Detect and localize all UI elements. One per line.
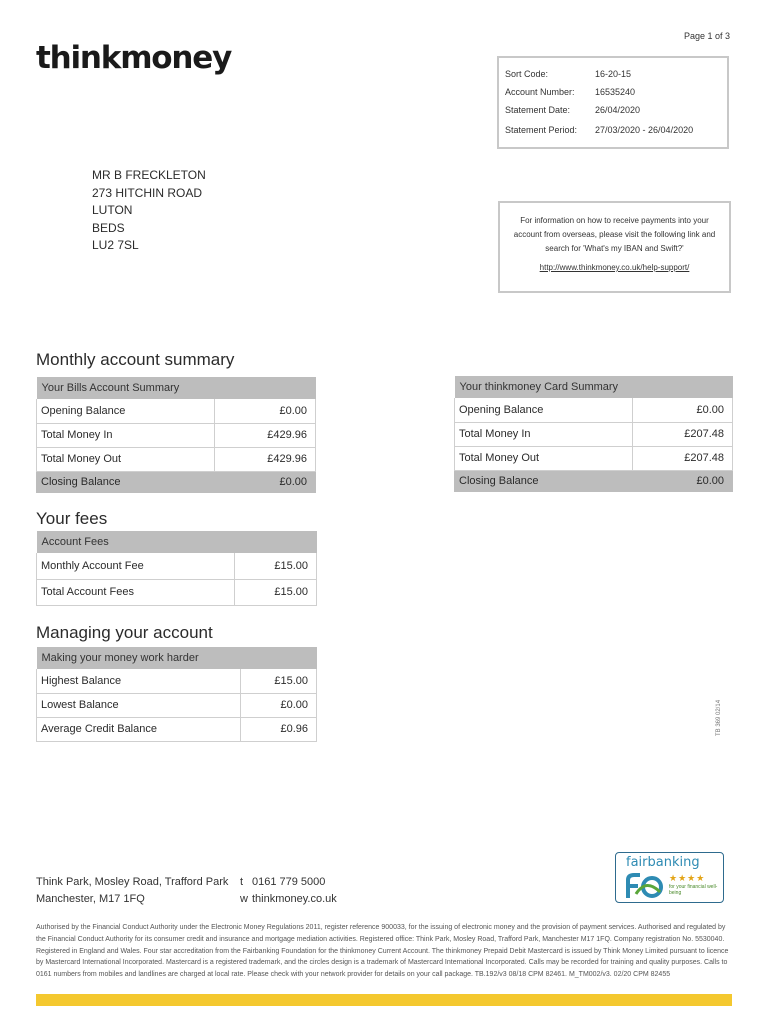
row-label: Total Money Out bbox=[37, 447, 215, 471]
website[interactable]: thinkmoney.co.uk bbox=[252, 893, 337, 905]
address-line: BEDS bbox=[92, 220, 125, 235]
bills-summary-table bbox=[36, 377, 316, 493]
account-number-row bbox=[505, 83, 721, 101]
page-number: Page 1 of 3 bbox=[683, 31, 730, 41]
table-row bbox=[37, 669, 317, 693]
table-row bbox=[37, 399, 316, 423]
table-row bbox=[455, 446, 733, 470]
help-support-link[interactable]: http://www.thinkmoney.co.uk/help-support/ bbox=[539, 263, 690, 272]
row-value: £429.96 bbox=[215, 423, 316, 447]
address-line: MR B FRECKLETON bbox=[92, 168, 206, 182]
row-label: Total Money In bbox=[37, 423, 215, 447]
table-row bbox=[37, 579, 317, 605]
row-label: Total Money Out bbox=[455, 446, 633, 470]
sort-code-row bbox=[505, 65, 721, 83]
form-code: TB 369 02/14 bbox=[716, 699, 722, 736]
row-label: Average Credit Balance bbox=[37, 717, 241, 741]
row-label: Opening Balance bbox=[455, 398, 633, 422]
monthly-summary-title: Monthly account summary bbox=[36, 350, 235, 369]
web-line bbox=[240, 891, 337, 908]
fairbanking-tagline: for your financial well-being bbox=[669, 884, 718, 896]
table-row bbox=[37, 447, 316, 471]
fairbanking-badge bbox=[615, 852, 724, 903]
statement-period-row bbox=[505, 119, 721, 140]
info-label: Statement Date: bbox=[505, 105, 571, 115]
row-value: £0.00 bbox=[632, 398, 732, 422]
table-row bbox=[37, 693, 317, 717]
fees-title: Your fees bbox=[36, 509, 108, 528]
row-value: £0.00 bbox=[632, 470, 732, 491]
closing-row bbox=[455, 470, 733, 491]
closing-row bbox=[37, 471, 316, 492]
footer-accent-bar bbox=[36, 994, 732, 1006]
iban-notice-box bbox=[498, 201, 731, 293]
table-row bbox=[455, 398, 733, 422]
table-header: Your thinkmoney Card Summary bbox=[455, 376, 733, 398]
sort-code-value: 16-20-15 bbox=[595, 69, 632, 79]
table-header: Making your money work harder bbox=[37, 647, 317, 669]
row-label: Closing Balance bbox=[455, 470, 633, 491]
star-rating-icon: ★★★★ bbox=[669, 873, 706, 883]
info-label: Sort Code: bbox=[505, 69, 549, 79]
row-value: £0.00 bbox=[240, 693, 316, 717]
table-row bbox=[455, 422, 733, 446]
row-value: £0.00 bbox=[215, 399, 316, 423]
footer-contact bbox=[240, 874, 337, 908]
row-value: £207.48 bbox=[632, 446, 732, 470]
fairbanking-logo-icon bbox=[624, 872, 666, 900]
legal-notice: Authorised by the Financial Conduct Authority under the Electronic Money Regulations 2011, register reference 900033, for the issuing of electronic money and the provision of payment services. Authorised and regulated by the Financial Conduct Authority for its consumer credit and insurance and mortgage mediation activities. Registered office: Think Park, Mosley Road, Trafford Park, Manchester M17 1FQ. Company registration No. 5530040. Registered in England and Wales. Four star accreditation from the Fairbanking Foundation for the thinkmoney Current Account. The thinkmoney Prepaid Debit Mastercard is issued by Think Money Limited pursuant to licence by Mastercard International Incorporated. Mastercard is a registered trademark, and the circles design is a trademark of Mastercard International Incorporated. Calls may be recorded for training and quality purposes. Calls to 0161 numbers from mobiles and landlines are charged at local rate. Please check with your network provider for details on your call package. TB.192/v3 08/18 CPM 82461. M_TM002/v3. 02/20 CPM 82455 bbox=[36, 924, 729, 979]
row-value: £15.00 bbox=[234, 579, 316, 605]
address-line: LU2 7SL bbox=[92, 238, 139, 252]
row-label: Total Account Fees bbox=[37, 579, 235, 605]
managing-title: Managing your account bbox=[36, 623, 213, 642]
row-label: Opening Balance bbox=[37, 399, 215, 423]
row-label: Lowest Balance bbox=[37, 693, 241, 717]
row-label: Total Money In bbox=[455, 422, 633, 446]
row-value: £429.96 bbox=[215, 447, 316, 471]
info-label: Account Number: bbox=[505, 87, 575, 97]
row-value: £0.00 bbox=[215, 471, 316, 492]
phone-line bbox=[240, 874, 337, 891]
row-label: Highest Balance bbox=[37, 669, 241, 693]
info-label: Statement Period: bbox=[505, 124, 578, 135]
address-line: LUTON bbox=[92, 203, 133, 217]
customer-address bbox=[92, 167, 206, 255]
statement-period-value: 27/03/2020 - 26/04/2020 bbox=[595, 124, 694, 135]
footer-address-line: Think Park, Mosley Road, Trafford Park bbox=[36, 876, 229, 888]
statement-date-value: 26/04/2020 bbox=[595, 105, 641, 115]
iban-notice-text: For information on how to receive payments into your account from overseas, please visit the following link and search for 'What's my IBAN and Swift?' bbox=[513, 216, 716, 253]
row-value: £0.96 bbox=[240, 717, 316, 741]
table-header: Your Bills Account Summary bbox=[37, 377, 316, 399]
table-header: Account Fees bbox=[37, 531, 317, 553]
fairbanking-title: fairbanking bbox=[626, 855, 700, 870]
card-summary-table bbox=[454, 376, 733, 492]
thinkmoney-logo: thinkmoney bbox=[36, 40, 232, 76]
address-line: 273 HITCHIN ROAD bbox=[92, 185, 203, 200]
account-info-box bbox=[497, 56, 729, 149]
statement-date-row bbox=[505, 101, 721, 119]
account-number-value: 16535240 bbox=[595, 87, 636, 97]
footer-address bbox=[36, 874, 228, 908]
table-row bbox=[37, 717, 317, 741]
row-label: Closing Balance bbox=[37, 471, 215, 492]
table-row bbox=[37, 553, 317, 579]
table-row bbox=[37, 423, 316, 447]
managing-table bbox=[36, 647, 317, 742]
row-label: Monthly Account Fee bbox=[37, 553, 235, 579]
phone-key: t bbox=[240, 876, 244, 888]
row-value: £15.00 bbox=[234, 553, 316, 579]
phone-number: 0161 779 5000 bbox=[252, 876, 326, 888]
footer-address-line: Manchester, M17 1FQ bbox=[36, 893, 145, 905]
row-value: £15.00 bbox=[240, 669, 316, 693]
fees-table bbox=[36, 531, 317, 606]
web-key: w bbox=[240, 893, 248, 905]
row-value: £207.48 bbox=[632, 422, 732, 446]
